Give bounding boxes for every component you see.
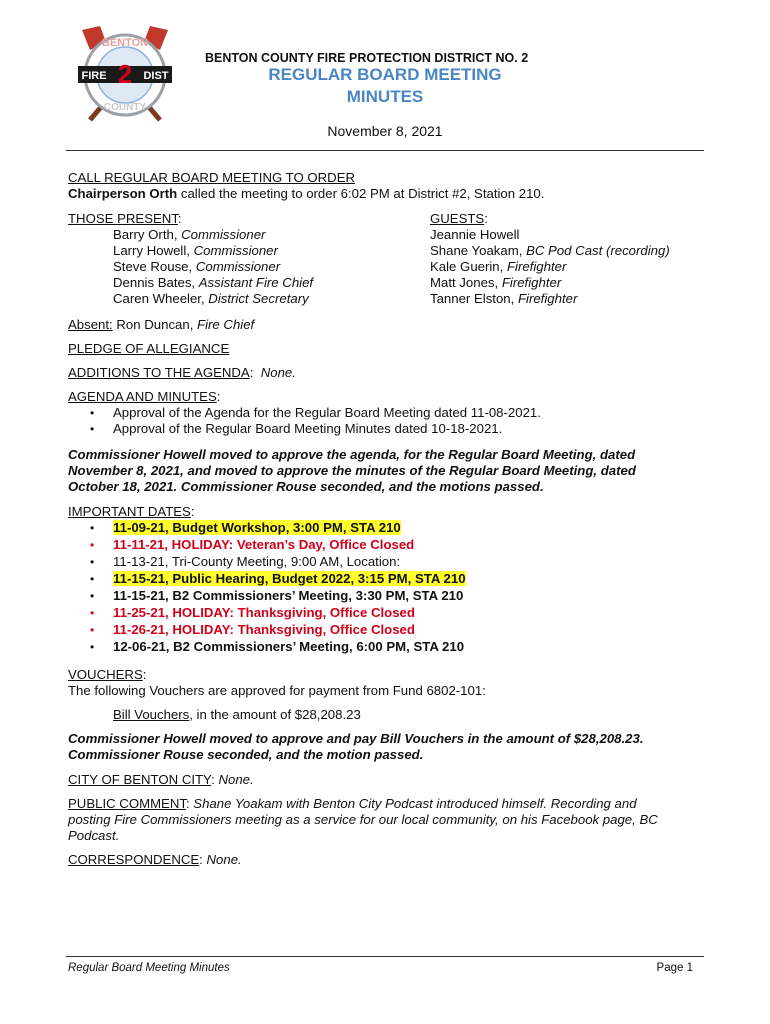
list-item: • 11-15-21, B2 Commissioners’ Meeting, 3:30 PM, STA 210: [90, 588, 464, 603]
bill-vouchers-line: Bill Vouchers, in the amount of $28,208.23: [113, 707, 361, 722]
chair-name: Chairperson Orth: [68, 186, 178, 201]
important-dates-list: [90, 520, 466, 656]
page-title-line2: MINUTES: [346, 87, 424, 106]
guest-person: Kale Guerin, Firefighter: [430, 259, 567, 274]
guest-person: Shane Yoakam, BC Pod Cast (recording): [430, 243, 670, 258]
org-name: BENTON COUNTY FIRE PROTECTION DISTRICT NO. 2: [205, 51, 529, 65]
vouchers-text: The following Vouchers are approved for payment from Fund 6802-101:: [68, 683, 486, 698]
important-dates-heading: IMPORTANT DATES:: [68, 504, 195, 519]
list-item: • Approval of the Regular Board Meeting Minutes dated 10-18-2021.: [90, 421, 503, 436]
logo-left-text: FIRE: [81, 70, 107, 82]
page-title-line1: REGULAR BOARD MEETING: [268, 65, 502, 84]
agenda-motion: Commissioner Howell moved to approve the agenda, for the Regular Board Meeting, dated November 8, 2021, and moved to approve the minutes of the Regular Board Meeting, dated October 18, 2021. Commissioner Rouse seconded, and the motions passed.: [68, 447, 636, 494]
list-item: • 11-13-21, Tri-County Meeting, 9:00 AM, Location:: [90, 554, 401, 569]
guests-list: [430, 227, 670, 307]
present-person: Barry Orth, Commissioner: [113, 227, 266, 242]
call-to-order-detail: called the meeting to order 6:02 PM at District #2, Station 210.: [177, 186, 545, 201]
absent-line: Absent: Ron Duncan, Fire Chief: [68, 317, 255, 332]
list-item: • Approval of the Agenda for the Regular Board Meeting dated 11-08-2021.: [90, 405, 541, 420]
agenda-list: [90, 405, 541, 437]
call-to-order-heading: CALL REGULAR BOARD MEETING TO ORDER: [68, 170, 356, 185]
present-person: Dennis Bates, Assistant Fire Chief: [113, 275, 314, 290]
guest-person: Tanner Elston, Firefighter: [430, 291, 578, 306]
meeting-date: November 8, 2021: [327, 123, 443, 139]
district-logo: [60, 20, 190, 130]
present-person: Larry Howell, Commissioner: [113, 243, 278, 258]
public-comment: PUBLIC COMMENT: Shane Yoakam with Benton City Podcast introduced himself. Recording and posting Fire Commissioners meeting as a service for our local community, on his Facebook page, BC Podcast.: [68, 796, 658, 843]
list-item: • 11-26-21, HOLIDAY: Thanksgiving, Office Closed: [90, 622, 415, 637]
vouchers-motion: Commissioner Howell moved to approve and pay Bill Vouchers in the amount of $28,208.23. Commissioner Rouse seconded, and the motion passed.: [68, 731, 644, 762]
logo-bottom-text: COUNTY: [103, 102, 147, 113]
logo-right-text: DIST: [143, 70, 169, 82]
present-list: [113, 227, 313, 307]
pledge-heading: PLEDGE OF ALLEGIANCE: [68, 341, 230, 356]
logo-top-text: BENTON: [101, 37, 149, 49]
correspondence-line: CORRESPONDENCE: None.: [68, 852, 242, 867]
list-item: • 12-06-21, B2 Commissioners’ Meeting, 6:00 PM, STA 210: [90, 639, 465, 654]
guest-person: Matt Jones, Firefighter: [430, 275, 562, 290]
logo-center-text: 2: [117, 59, 133, 89]
present-person: Caren Wheeler, District Secretary: [113, 291, 309, 306]
list-item: • 11-11-21, HOLIDAY: Veteran’s Day, Office Closed: [90, 537, 415, 552]
call-to-order-text: [68, 186, 544, 202]
vouchers-heading: VOUCHERS:: [68, 667, 147, 682]
present-person: Steve Rouse, Commissioner: [113, 259, 281, 274]
guest-person: Jeannie Howell: [430, 227, 520, 242]
guests-heading: GUESTS:: [430, 211, 488, 226]
city-line: CITY OF BENTON CITY: None.: [68, 772, 254, 787]
footer-divider: [66, 956, 704, 957]
agenda-heading: AGENDA AND MINUTES:: [68, 389, 221, 404]
list-item: • 11-09-21, Budget Workshop, 3:00 PM, STA 210: [90, 520, 401, 535]
header-divider: [66, 150, 704, 151]
footer-title: Regular Board Meeting Minutes: [68, 962, 230, 974]
page-number: Page 1: [656, 962, 693, 974]
list-item: • 11-15-21, Public Hearing, Budget 2022, 3:15 PM, STA 210: [90, 571, 466, 586]
present-heading: THOSE PRESENT:: [68, 211, 182, 226]
additions-line: ADDITIONS TO THE AGENDA: None.: [68, 365, 296, 380]
list-item: • 11-25-21, HOLIDAY: Thanksgiving, Office Closed: [90, 605, 415, 620]
